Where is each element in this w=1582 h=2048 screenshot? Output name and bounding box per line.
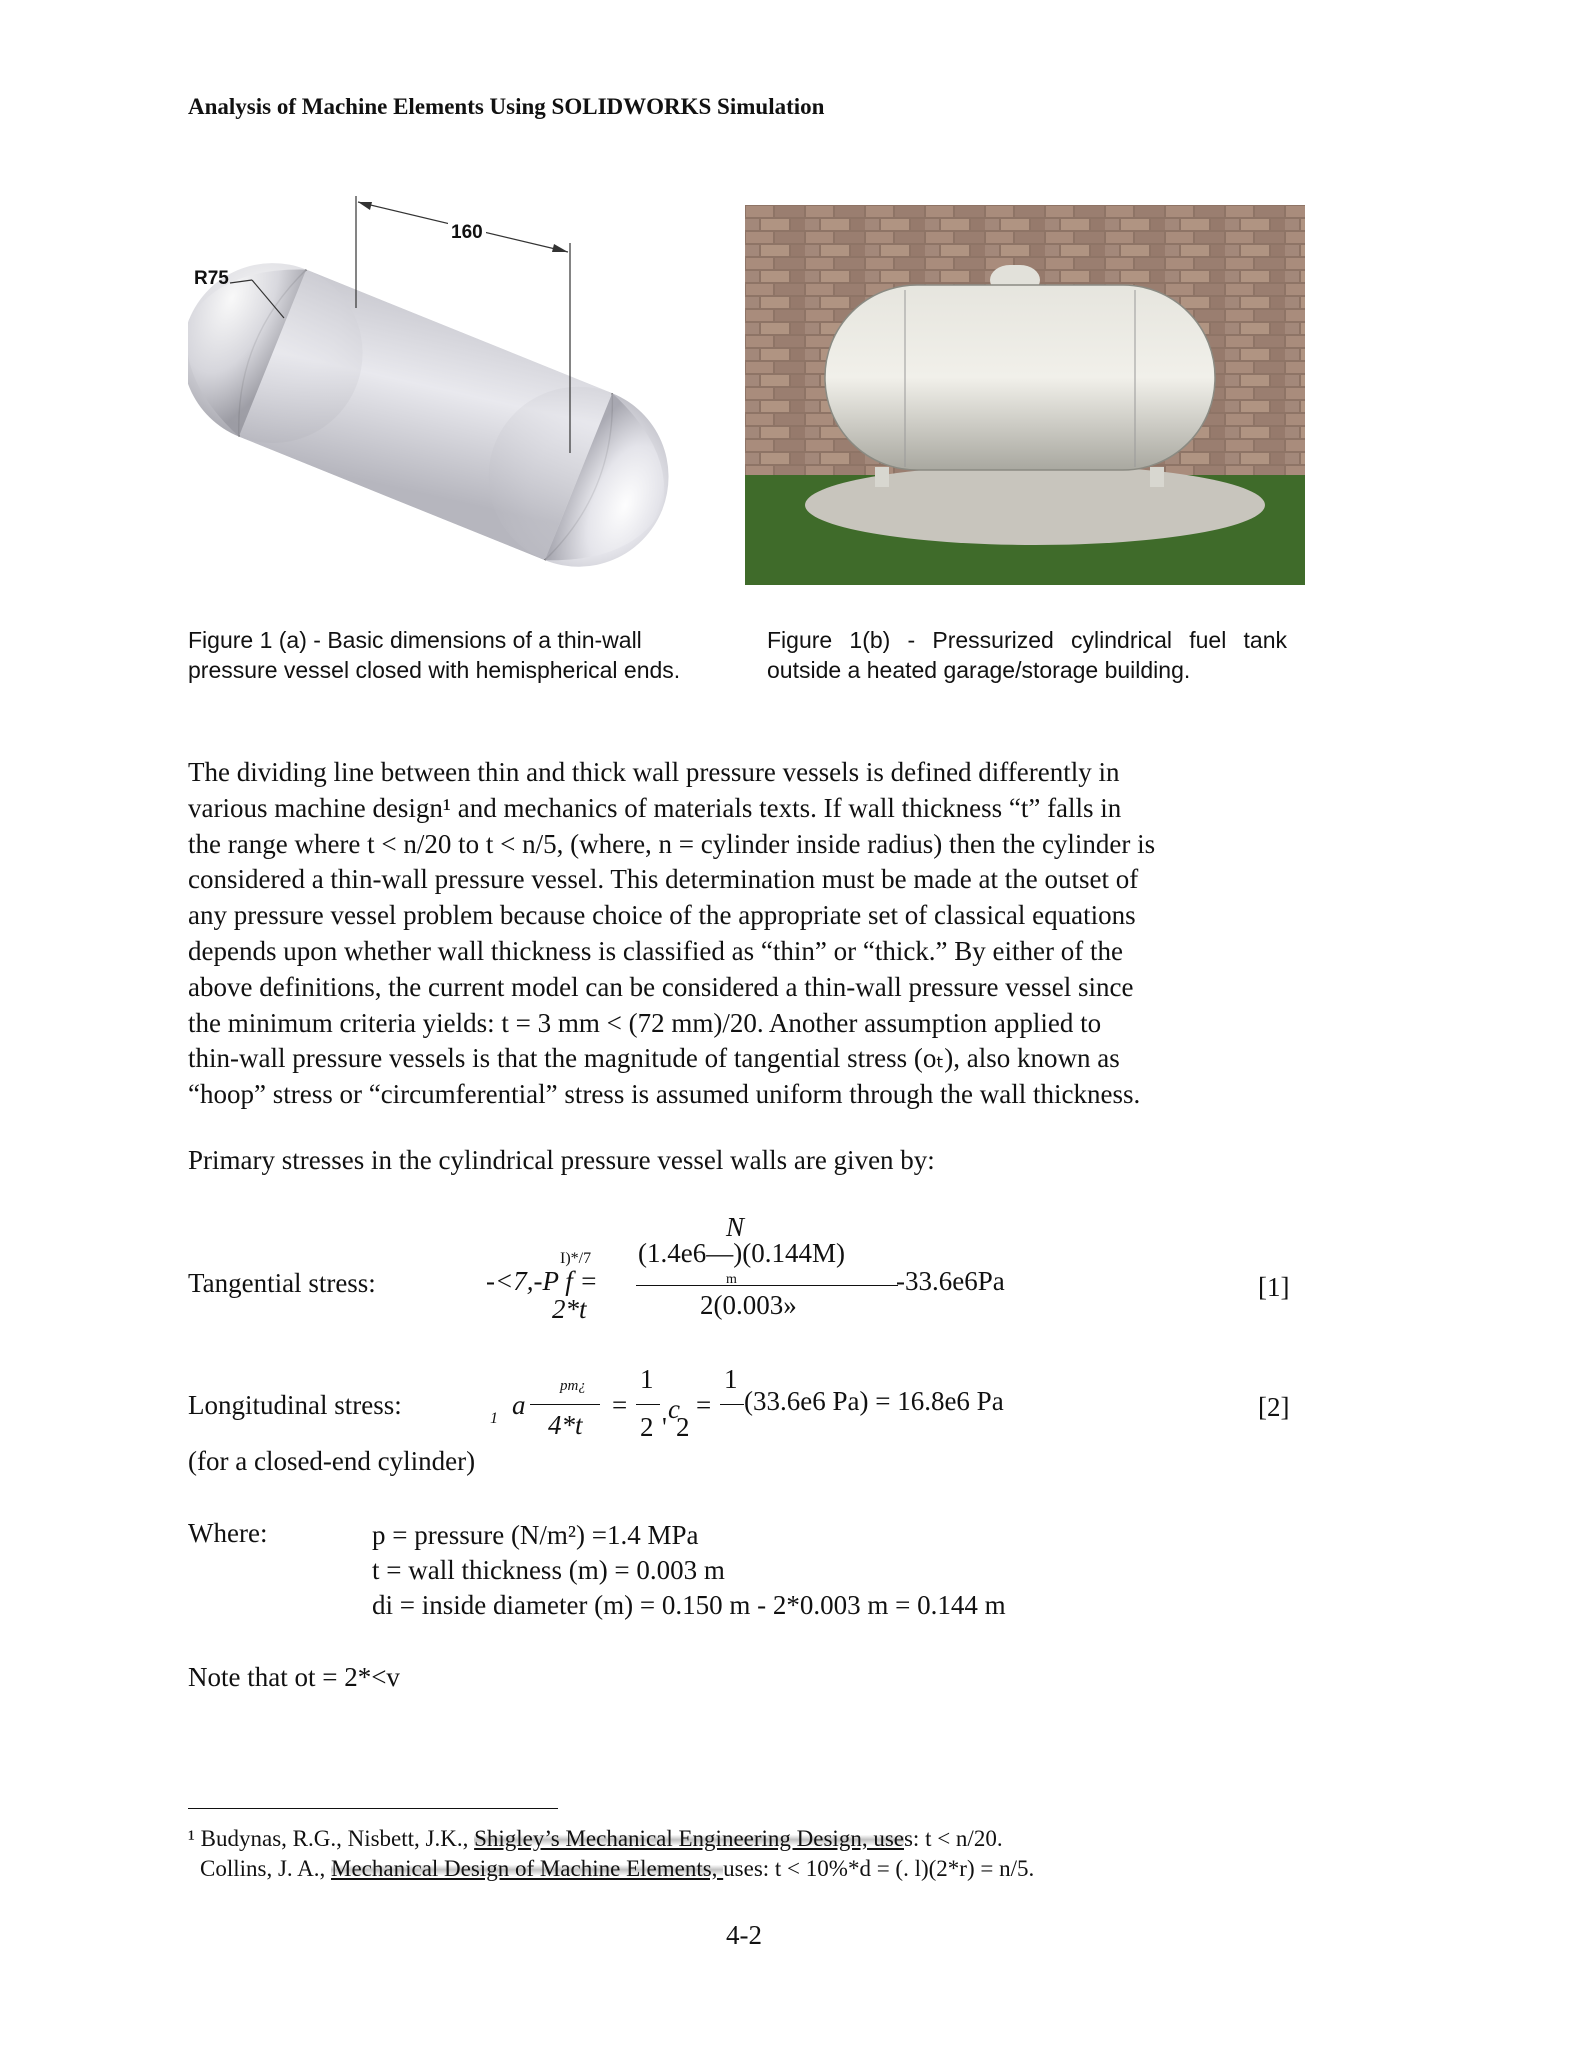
eq2-apostrophe: ' bbox=[662, 1412, 667, 1442]
definition-diameter: di = inside diameter (m) = 0.150 m - 2*0.003 m = 0.144 m bbox=[372, 1590, 1006, 1620]
caption-line: Figure 1(b) - Pressurized cylindrical fuel tank bbox=[767, 627, 1287, 653]
body-paragraph bbox=[188, 755, 1218, 1113]
where-definitions bbox=[372, 1518, 1006, 1623]
eq2-one-2: 1 bbox=[724, 1364, 738, 1394]
tangential-stress-label: Tangential stress: bbox=[188, 1268, 376, 1298]
eq2-number: [2] bbox=[1258, 1392, 1290, 1422]
text-line: any pressure vessel problem because choice of the appropriate set of classical equations bbox=[188, 900, 1136, 931]
caption-line: outside a heated garage/storage building. bbox=[767, 657, 1191, 683]
text-line: various machine design¹ and mechanics of materials texts. If wall thickness “t” falls in bbox=[188, 792, 1122, 823]
eq2-frac-bar-1 bbox=[530, 1404, 600, 1405]
primary-stresses-intro: Primary stresses in the cylindrical pressure vessel walls are given by: bbox=[188, 1145, 935, 1175]
footnote-rule bbox=[188, 1808, 558, 1809]
footnote-1-title: Shigley’s Mechanical Engineering Design, use bbox=[474, 1826, 904, 1851]
text-line: depends upon whether wall thickness is classified as “thin” or “thick.” By either of the bbox=[188, 935, 1123, 966]
eq2-equals-1: = bbox=[612, 1390, 628, 1420]
eq1-num-unit: N bbox=[726, 1212, 745, 1242]
eq2-frac-bar-2 bbox=[636, 1404, 660, 1405]
figure-1b-photo bbox=[745, 205, 1305, 585]
eq1-numerator: (1.4e6—)(0.144M) bbox=[638, 1238, 845, 1268]
where-label: Where: bbox=[188, 1518, 268, 1548]
text-line: “hoop” stress or “circumferential” stress is assumed uniform through the wall thickness. bbox=[188, 1079, 1141, 1110]
eq1-number: [1] bbox=[1258, 1272, 1290, 1302]
eq2-a: a bbox=[512, 1390, 526, 1420]
eq2-two-2: 2 bbox=[676, 1412, 690, 1442]
running-header: Analysis of Machine Elements Using SOLIDWORKS Simulation bbox=[188, 94, 825, 119]
eq2-c: c bbox=[668, 1394, 680, 1424]
text-line: considered a thin-wall pressure vessel. This determination must be made at the outset of bbox=[188, 864, 1139, 895]
eq1-denominator: 2(0.003» bbox=[700, 1290, 797, 1320]
footnote-2-tail: uses: t < 10%*d = (. l)(2*r) = n/5. bbox=[723, 1856, 1035, 1881]
closed-end-note: (for a closed-end cylinder) bbox=[188, 1446, 476, 1476]
pressure-vessel-cad-svg bbox=[188, 188, 728, 618]
text-line: The dividing line between thin and thick wall pressure vessels is defined differently in bbox=[188, 757, 1120, 787]
footnote-2-title: Mechanical Design of Machine Elements, bbox=[331, 1856, 724, 1881]
definition-pressure: p = pressure (N/m²) =1.4 MPa bbox=[372, 1520, 699, 1550]
figure-1a-caption bbox=[188, 625, 680, 685]
fuel-tank-body bbox=[825, 285, 1215, 470]
caption-line: Figure 1 (a) - Basic dimensions of a thin-wall bbox=[188, 627, 642, 653]
eq2-pre: 1 bbox=[490, 1410, 498, 1427]
text-line: above definitions, the current model can be considered a thin-wall pressure vessel since bbox=[188, 971, 1134, 1002]
fuel-tank-photo-svg bbox=[745, 205, 1305, 585]
eq2-tail: (33.6e6 Pa) = 16.8e6 Pa bbox=[744, 1386, 1004, 1416]
footnote-2 bbox=[200, 1856, 1034, 1882]
figure-1a-cad-drawing bbox=[188, 188, 728, 618]
text-line: the minimum criteria yields: t = 3 mm < (72 mm)/20. Another assumption applied to bbox=[188, 1007, 1102, 1038]
text-line: thin-wall pressure vessels is that the magnitude of tangential stress (oₜ), also known as bbox=[188, 1043, 1120, 1074]
caption-line: pressure vessel closed with hemispherical ends. bbox=[188, 657, 681, 683]
footnote-2-authors: Collins, J. A., bbox=[200, 1856, 332, 1881]
dimension-label-r75: R75 bbox=[194, 268, 229, 289]
eq1-fraction-bar bbox=[636, 1285, 898, 1286]
eq2-one-1: 1 bbox=[640, 1364, 654, 1394]
footnote-1-authors: ¹ Budynas, R.G., Nisbett, J.K., bbox=[188, 1826, 475, 1851]
gravel-pad bbox=[805, 465, 1265, 545]
eq1-lhs-mid: -<7,-P f = bbox=[486, 1266, 598, 1296]
eq1-lhs-top: I)*/7 bbox=[560, 1250, 592, 1267]
text-line: the range where t < n/20 to t < n/5, (where, n = cylinder inside radius) then the cylinder is bbox=[188, 828, 1156, 859]
eq2-equals-2: = bbox=[696, 1390, 712, 1420]
dimension-label-160: 160 bbox=[448, 222, 486, 244]
definition-thickness: t = wall thickness (m) = 0.003 m bbox=[372, 1555, 725, 1585]
eq1-result: -33.6e6Pa bbox=[896, 1266, 1005, 1296]
footnote-1 bbox=[188, 1826, 1003, 1852]
eq2-two-1: 2 bbox=[640, 1412, 654, 1442]
eq1-lhs-bot: 2*t bbox=[552, 1294, 587, 1324]
eq2-frac-bar-3 bbox=[720, 1404, 744, 1405]
eq2-frac-bot: 4*t bbox=[548, 1410, 583, 1440]
footnote-1-tail: s: t < n/20. bbox=[903, 1826, 1003, 1851]
eq2-frac-top: pm¿ bbox=[560, 1378, 586, 1394]
page-number: 4-2 bbox=[726, 1920, 762, 1950]
figure-1b-caption bbox=[767, 625, 1287, 685]
note-line: Note that ot = 2*<v bbox=[188, 1662, 400, 1692]
longitudinal-stress-label: Longitudinal stress: bbox=[188, 1390, 402, 1420]
eq1-num-sub: m bbox=[726, 1272, 737, 1287]
